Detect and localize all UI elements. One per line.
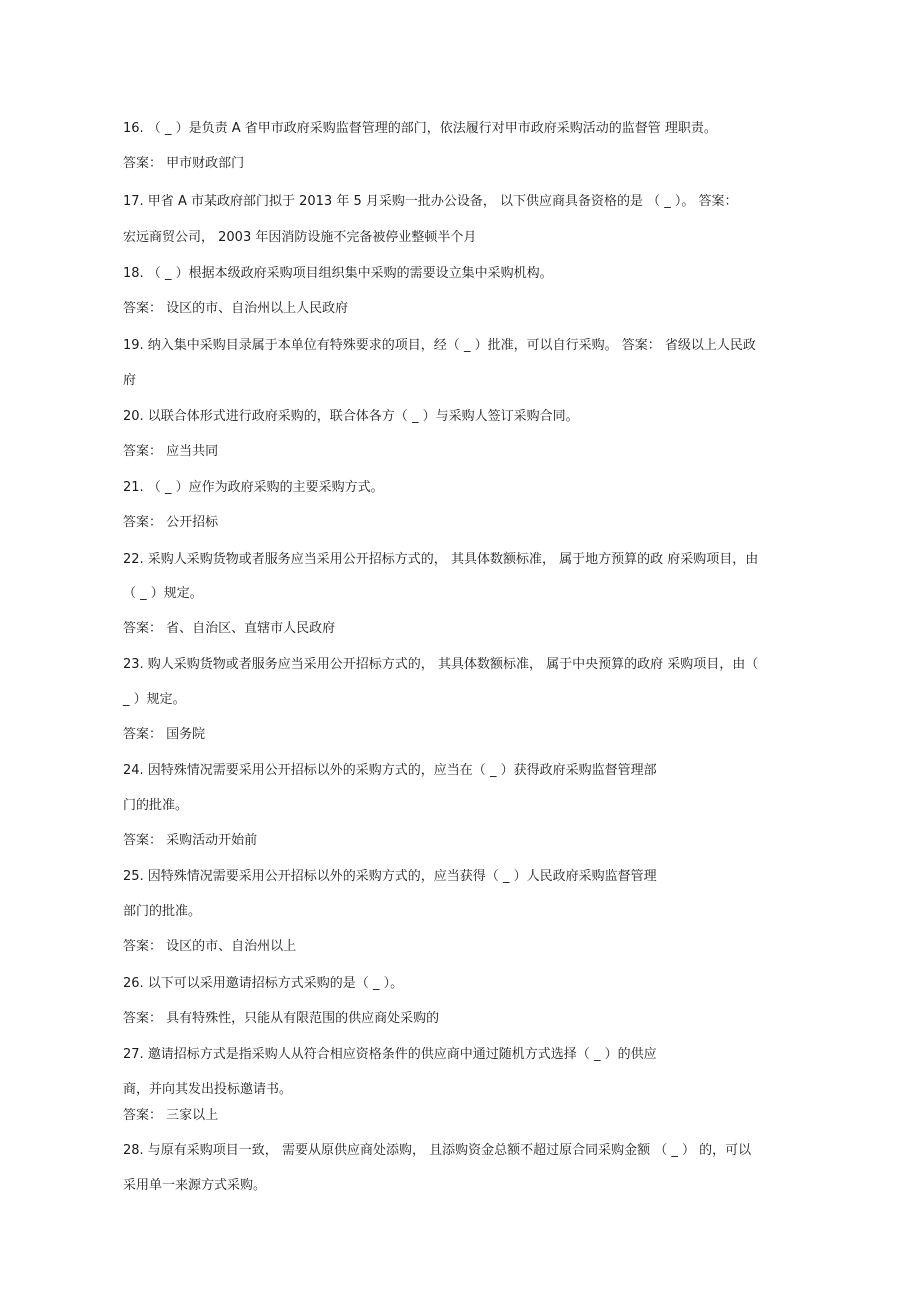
question-22: 22. 采购人采购货物或者服务应当采用公开招标方式的， 其具体数额标准， 属于地方预算的政 府采购项目，由 [123, 552, 759, 567]
question-25: 25. 因特殊情况需要采用公开招标以外的采购方式的，应当获得（ _ ）人民政府采购监督管理 [123, 869, 657, 884]
question-17: 17. 甲省 A 市某政府部门拟于 2013 年 5 月采购一批办公设备， 以下供应商具备资格的是 （ _ ）。 答案： [123, 194, 738, 209]
answer-19: 府 [123, 373, 137, 388]
answer-27: 答案： 三家以上 [123, 1108, 219, 1123]
answer-16: 答案： 甲市财政部门 [123, 156, 245, 171]
question-25-cont: 部门的批准。 [123, 904, 202, 919]
question-27-cont: 商，并向其发出投标邀请书。 [123, 1082, 293, 1097]
question-26: 26. 以下可以采用邀请招标方式采购的是（ _ ）。 [123, 976, 404, 991]
answer-18: 答案： 设区的市、自治州以上人民政府 [123, 301, 349, 316]
question-28-cont: 采用单一来源方式采购。 [123, 1178, 267, 1193]
answer-23: 答案： 国务院 [123, 727, 206, 742]
question-19: 19. 纳入集中采购目录属于本单位有特殊要求的项目，经（ _ ）批准，可以自行采购。 答案： 省级以上人民政 [123, 338, 756, 353]
answer-25: 答案： 设区的市、自治州以上 [123, 939, 297, 954]
question-24: 24. 因特殊情况需要采用公开招标以外的采购方式的，应当在（ _ ）获得政府采购监督管理部 [123, 763, 657, 778]
answer-21: 答案： 公开招标 [123, 515, 219, 530]
question-23: 23. 购人采购货物或者服务应当采用公开招标方式的， 其具体数额标准， 属于中央预算的政府 采购项目，由（ [123, 657, 759, 672]
answer-20: 答案： 应当共同 [123, 444, 219, 459]
question-18: 18. （ _ ）根据本级政府采购项目组织集中采购的需要设立集中采购机构。 [123, 266, 553, 281]
answer-26: 答案： 具有特殊性，只能从有限范围的供应商处采购的 [123, 1011, 440, 1026]
question-23-cont: _ ）规定。 [123, 692, 186, 707]
answer-17: 宏远商贸公司， 2003 年因消防设施不完备被停业整顿半个月 [123, 230, 477, 245]
question-20: 20. 以联合体形式进行政府采购的，联合体各方（ _ ）与采购人签订采购合同。 [123, 409, 579, 424]
question-24-cont: 门的批准。 [123, 798, 189, 813]
question-16: 16. （ _ ）是负责 A 省甲市政府采购监督管理的部门，依法履行对甲市政府采购活动的监督管 理职责。 [123, 121, 717, 136]
answer-22: 答案： 省、自治区、直辖市人民政府 [123, 621, 336, 636]
question-21: 21. （ _ ）应作为政府采购的主要采购方式。 [123, 480, 384, 495]
question-22-cont: （ _ ）规定。 [123, 586, 203, 601]
question-28: 28. 与原有采购项目一致， 需要从原供应商处添购， 且添购资金总额不超过原合同采购金额 （ _ ） 的，可以 [123, 1143, 752, 1158]
answer-24: 答案： 采购活动开始前 [123, 833, 258, 848]
question-27: 27. 邀请招标方式是指采购人从符合相应资格条件的供应商中通过随机方式选择（ _ ）的供应 [123, 1047, 657, 1062]
